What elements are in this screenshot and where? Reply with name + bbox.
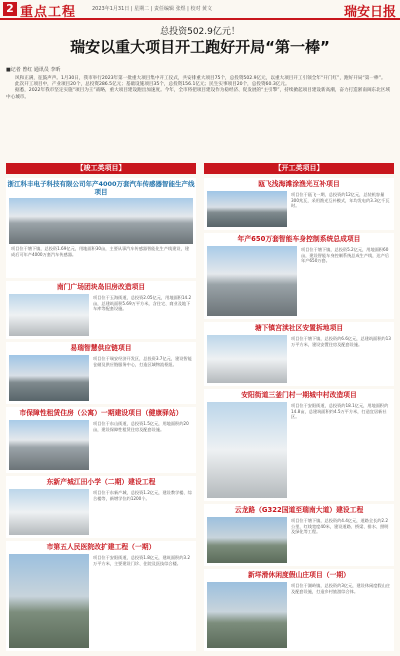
- project-text: 项目位于塘下镇，总投资5.2亿元，用地面积60亩，建设智能车身控制系统总成生产线，达产后年产650万套。: [301, 247, 389, 264]
- project-card: [204, 233, 394, 319]
- project-photo: [9, 554, 89, 648]
- completed-projects-heading: 【竣工类项目】: [6, 163, 196, 174]
- project-card: [204, 322, 394, 386]
- project-card: [6, 407, 196, 473]
- project-card: [204, 504, 394, 566]
- lead-paragraph: 此次开工项目中，产业项目20个，总投资286.5亿元；基础设施项目35个，总投资156.1亿元；民生实事项目20个，总投资60.3亿元。: [15, 82, 290, 88]
- article-lead: [6, 76, 394, 101]
- project-text: 项目位于东新产城，总投资1.2亿元，建设教学楼、综合楼等，新增学位约1200个。: [93, 490, 192, 501]
- project-text: 项目位于安阳街道，总投资约18.1亿元，用地面积约14.8亩，总建筑面积约4.5万平方米，打造宜居新社区。: [291, 403, 389, 420]
- project-card: [204, 178, 394, 230]
- project-text: 项目位于塘下镇，总投资1.69亿元，用地面积30亩，主要从事汽车传感器智能化生产线建设，建成后可年产4000万套汽车传感器。: [11, 246, 189, 257]
- header-info: 2023年1月31日 | 星期二 | 责任编辑 张煜 | 校对 黄文: [92, 6, 213, 12]
- project-photo: [9, 294, 89, 336]
- project-text: 项目位于安阳街道，总投资1.8亿元，建筑面积约3.2万平方米，主要建设门诊、住院及医技综合楼。: [93, 555, 191, 566]
- project-title: 市保障性租赁住房（公寓）一期建设项目（健康驿站）: [19, 409, 183, 417]
- project-title: 易瑞智慧供应链项目: [70, 344, 132, 352]
- project-text: 项目位于瑞安经济开发区，总投资3.7亿元，建设智能仓储及供应链服务中心，打造区域物流枢纽。: [93, 356, 192, 367]
- article-byline: ■记者 曾红 通讯员 李昕: [6, 67, 61, 73]
- lead-paragraph: 风和正满，征鼓声声。1月30日，我市举行2023年第一批重大项目集中开工仪式，共安排重大项目75个，总投资502.9亿元，以重大项目开工引领全年“开门红”，跑好开局“第一棒”。: [15, 76, 386, 81]
- project-card: [6, 476, 196, 538]
- project-text: 项目位于塘下镇，总投资约4.4亿元，道路全长约2.2公里，红线宽度40米，建设道路、桥梁、排水、照明及绿化等工程。: [291, 518, 389, 535]
- project-title: 市第五人民医院改扩建工程（一期）: [46, 543, 156, 551]
- section-title: 重点工程: [20, 5, 77, 20]
- article-subhead: 总投资502.9亿元！: [160, 27, 240, 37]
- project-title: 浙江科丰电子科技有限公司年产4000万套汽车传感器智能生产线项目: [7, 180, 195, 196]
- project-card: [204, 389, 394, 501]
- project-text: 项目位于东山街道，总投资1.5亿元，用地面积约20亩，建设保障性租赁住房及配套设施。: [93, 421, 189, 432]
- newspaper-logo: 瑞安日报: [343, 5, 396, 20]
- page-number: 2: [3, 2, 17, 16]
- project-title: 塘下镇宫渎社区安置拆地项目: [254, 324, 344, 332]
- project-card: [6, 178, 196, 278]
- project-title: 南门广场团块岛旧房改造项目: [56, 283, 146, 291]
- page-header: [0, 0, 400, 20]
- project-title: 瓯飞浅海滩涂渔光互补项目: [258, 180, 340, 188]
- project-card: [6, 342, 196, 404]
- article-headline: 瑞安以重大项目开工跑好开局“第一棒”: [70, 38, 330, 56]
- project-photo: [207, 517, 287, 563]
- project-text: 项目位于塘下镇，总投资约6.6亿元，总建筑面积约13万平方米，建设安置住房及配套设施。: [291, 336, 391, 347]
- project-card: [6, 541, 196, 651]
- project-text: 项目位于瓯飞一期，总投资约12亿元，总装机容量300兆瓦，采用渔光互补模式，年均发电约3.3亿千瓦时。: [291, 192, 390, 209]
- project-title: 东新产城江田小学（二期）建设工程: [46, 478, 156, 486]
- lead-paragraph: 据悉，2022年我市坚定实施“项目为王”战略，重大项目建设跑出加速度。今年，全市将把项目建设作为稳经济、促发展的“主引擎”，持续掀起项目建设新高潮，奋力打造浙南闽东北区域中心城市。: [6, 88, 390, 100]
- project-text: 项目位于玉海街道，总投资2.05亿元，用地面积14.2亩，总建筑面积5.69万平方米，含住宅、商业及地下车库等配套设施。: [93, 295, 192, 312]
- project-photo: [207, 246, 297, 316]
- project-photo: [207, 191, 287, 227]
- project-text: 项目位于湖岭镇，总投资约3亿元，建设休闲度假山庄及配套设施，打造乡村旅游综合体。: [291, 583, 390, 594]
- project-photo: [9, 355, 89, 401]
- project-card: [6, 281, 196, 339]
- project-title: 年产650万套智能车身控制系统总成项目: [237, 235, 361, 243]
- project-photo: [207, 402, 287, 498]
- started-projects-heading: 【开工类项目】: [204, 163, 394, 174]
- project-title: 云龙路（G322国道至瑞南大道）建设工程: [234, 506, 364, 514]
- project-title: 安阳街道三釜门村一期城中村改造项目: [241, 391, 357, 399]
- project-photo: [9, 489, 89, 535]
- project-photo: [207, 335, 287, 383]
- project-card: [204, 569, 394, 651]
- project-photo: [9, 198, 193, 244]
- project-title: 新垟滑休闲度假山庄项目（一期）: [248, 571, 350, 579]
- project-photo: [207, 582, 287, 648]
- project-photo: [9, 420, 89, 470]
